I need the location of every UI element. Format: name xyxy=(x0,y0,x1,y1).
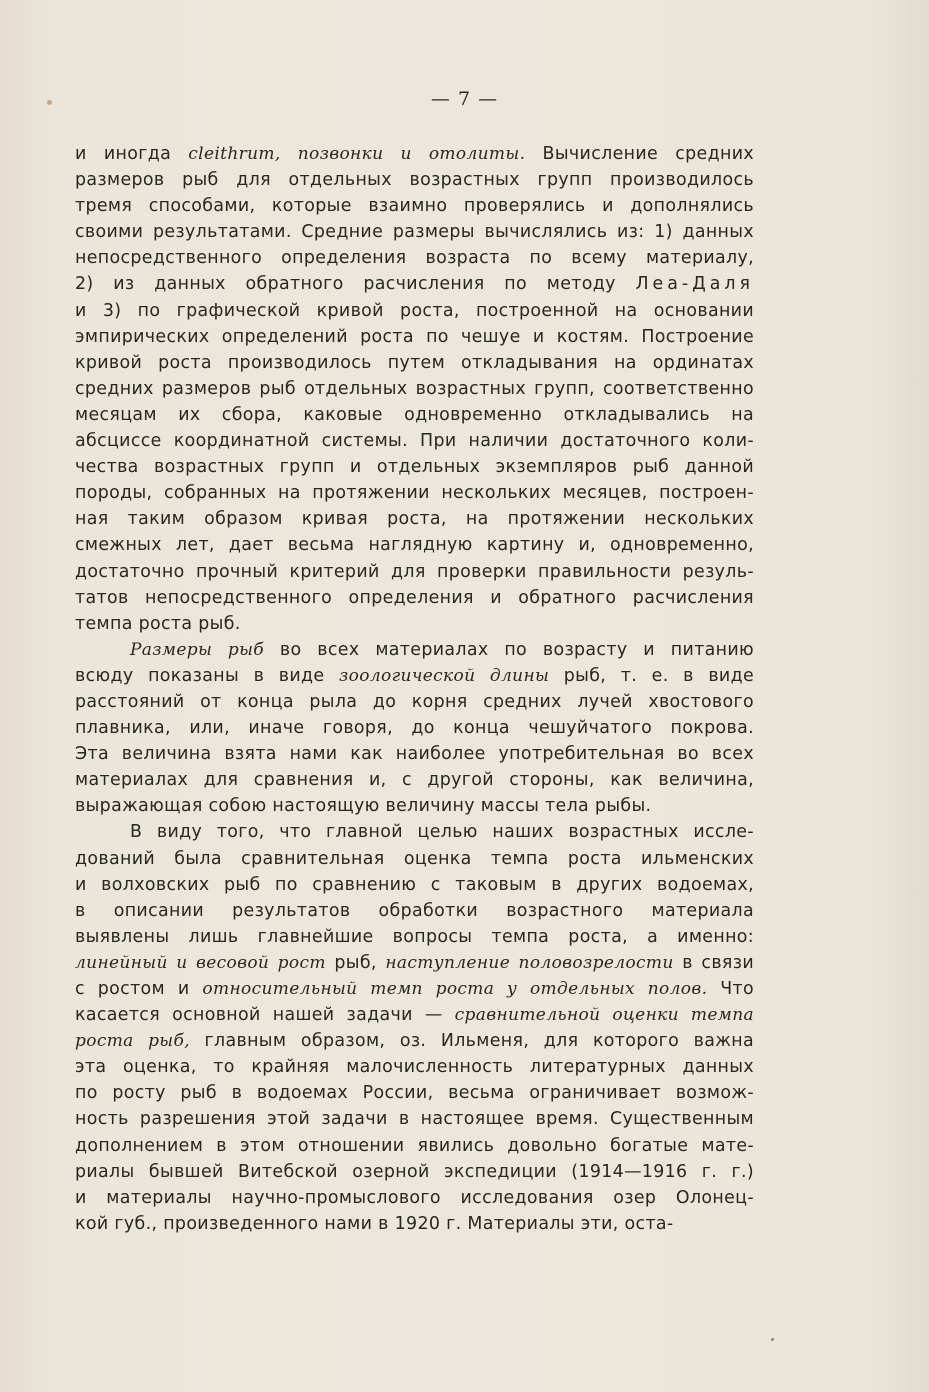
italic-text: сравнительной оценки темпа xyxy=(454,1005,754,1026)
text-line xyxy=(75,245,754,271)
text-run: 2) из данных обратного расчисления по методу xyxy=(75,274,636,295)
text-line xyxy=(75,480,754,506)
text-line xyxy=(75,793,754,819)
text-run: эмпирических определений роста по чешуе и костям. Построение xyxy=(75,326,754,347)
text-line xyxy=(75,767,754,793)
text-run: материалах для сравнения и, с другой стороны, как величина, xyxy=(75,770,754,791)
italic-text: относительный темп роста у отдельных полов. xyxy=(202,979,708,999)
body-text xyxy=(75,141,754,1237)
italic-text: Размеры рыб xyxy=(130,639,265,660)
text-run: своими результатами. Средние размеры вычислялись из: 1) данных xyxy=(75,222,754,243)
text-line xyxy=(75,1080,754,1106)
text-run: смежных лет, дает весьма наглядную картину и, одновременно, xyxy=(75,535,754,556)
text-run: породы, собранных на протяжении нескольких месяцев, построен- xyxy=(75,483,754,504)
text-line xyxy=(75,559,754,585)
text-line xyxy=(75,637,754,663)
text-run: в описании результатов обработки возрастного материала xyxy=(75,900,754,921)
text-run: темпа роста рыб. xyxy=(75,613,241,634)
text-run: дополнением в этом отношении явились довольно богатые мате- xyxy=(75,1135,754,1156)
italic-text: наступление половозрелости xyxy=(385,952,674,973)
text-run: непосредственного определения возраста по всему материалу, xyxy=(75,248,754,269)
text-run: и волховских рыб по сравнению с таковым в других водоемах, xyxy=(75,874,754,895)
text-run: эта оценка, то крайняя малочисленность литературных данных xyxy=(75,1057,754,1078)
text-run: выражающая собою настоящую величину массы тела рыбы. xyxy=(75,796,652,817)
text-run: рыб, xyxy=(325,952,386,973)
text-run: выявлены лишь главнейшие вопросы темпа роста, а именно: xyxy=(75,926,754,947)
text-line xyxy=(75,898,754,924)
italic-text: cleithrum, позвонки и отолиты. xyxy=(188,144,526,164)
text-run: в связи xyxy=(673,952,754,973)
text-run: Вычисление средних xyxy=(525,144,754,164)
text-line xyxy=(75,976,754,1002)
text-line xyxy=(75,715,754,741)
text-line xyxy=(75,167,754,193)
text-run: чества возрастных групп и отдельных экземпляров рыб данной xyxy=(75,457,754,478)
text-line xyxy=(75,689,754,715)
text-line xyxy=(75,428,754,454)
text-run: дований была сравнительная оценка темпа роста ильменских xyxy=(75,848,754,869)
text-run: Что xyxy=(707,979,754,999)
text-line xyxy=(75,819,754,845)
text-line xyxy=(75,141,754,167)
text-run: татов непосредственного определения и обратного расчисления xyxy=(75,587,754,608)
text-run: В виду того, что главной целью наших возрастных иссле- xyxy=(130,822,754,843)
text-run: ность разрешения этой задачи в настоящее время. Существенным xyxy=(75,1109,754,1130)
text-line xyxy=(75,663,754,689)
text-run: размеров рыб для отдельных возрастных групп производилось xyxy=(75,170,754,191)
text-run: и материалы научно-промыслового исследования озер Олонец- xyxy=(75,1187,754,1208)
text-run: средних размеров рыб отдельных возрастных групп, соответственно xyxy=(75,378,754,399)
text-line xyxy=(75,506,754,532)
text-run: и иногда xyxy=(75,144,189,164)
spaced-text: Леа-Даля xyxy=(635,274,754,295)
text-run: и 3) по графической кривой роста, построенной на основании xyxy=(75,300,754,321)
text-line xyxy=(75,585,754,611)
text-line xyxy=(75,350,754,376)
text-line xyxy=(75,924,754,950)
text-line xyxy=(75,950,754,976)
text-run: по росту рыб в водоемах России, весьма ограничивает возмож- xyxy=(75,1083,754,1104)
text-run: ная таким образом кривая роста, на протяжении нескольких xyxy=(75,509,754,530)
text-line xyxy=(75,1106,754,1132)
text-line xyxy=(75,1133,754,1159)
text-run: Эта величина взята нами как наиболее употребительная во всех xyxy=(75,744,754,765)
paragraph xyxy=(75,819,754,1237)
text-run: с ростом и xyxy=(75,979,203,999)
text-run: тремя способами, которые взаимно проверялись и дополнялись xyxy=(75,196,754,217)
text-run: достаточно прочный критерий для проверки правильности резуль- xyxy=(75,561,754,582)
text-line xyxy=(75,1002,754,1028)
text-run: расстояний от конца рыла до корня средних лучей хвостового xyxy=(75,691,754,712)
text-line xyxy=(75,271,754,297)
text-line xyxy=(75,1211,754,1237)
page-number: — 7 — xyxy=(430,88,499,110)
paragraph xyxy=(75,637,754,820)
text-line xyxy=(75,532,754,558)
text-line xyxy=(75,324,754,350)
text-run: кривой роста производилось путем откладывания на ординатах xyxy=(75,352,754,373)
text-run: главным образом, оз. Ильменя, для которого важна xyxy=(189,1031,754,1052)
text-run: всюду показаны в виде xyxy=(75,665,340,686)
text-run: касается основной нашей задачи — xyxy=(75,1005,455,1026)
text-line xyxy=(75,1054,754,1080)
text-run: риалы бывшей Витебской озерной экспедиции (1914—1916 г. г.) xyxy=(75,1161,754,1182)
text-run: рыб, т. е. в виде xyxy=(549,665,754,686)
italic-text: роста рыб, xyxy=(75,1031,190,1052)
text-line xyxy=(75,454,754,480)
text-line xyxy=(75,846,754,872)
text-run: во всех материалах по возрасту и питанию xyxy=(264,639,754,660)
text-line xyxy=(75,298,754,324)
paper-speck xyxy=(771,1338,774,1341)
text-line xyxy=(75,1028,754,1054)
text-run: плавника, или, иначе говоря, до конца чешуйчатого покрова. xyxy=(75,718,754,739)
text-line xyxy=(75,611,754,637)
text-line xyxy=(75,1159,754,1185)
text-line xyxy=(75,219,754,245)
text-line xyxy=(75,193,754,219)
text-line xyxy=(75,402,754,428)
text-run: кой губ., произведенного нами в 1920 г. Материалы эти, оста- xyxy=(75,1213,674,1234)
text-run: абсциссе координатной системы. При наличии достаточного коли- xyxy=(75,431,754,452)
italic-text: зоологической длины xyxy=(339,665,550,686)
text-line xyxy=(75,741,754,767)
paragraph xyxy=(75,141,754,637)
text-line xyxy=(75,1185,754,1211)
text-run: месяцам их сбора, каковые одновременно откладывались на xyxy=(75,404,754,425)
text-line xyxy=(75,872,754,898)
italic-text: линейный и весовой рост xyxy=(75,952,326,973)
text-line xyxy=(75,376,754,402)
